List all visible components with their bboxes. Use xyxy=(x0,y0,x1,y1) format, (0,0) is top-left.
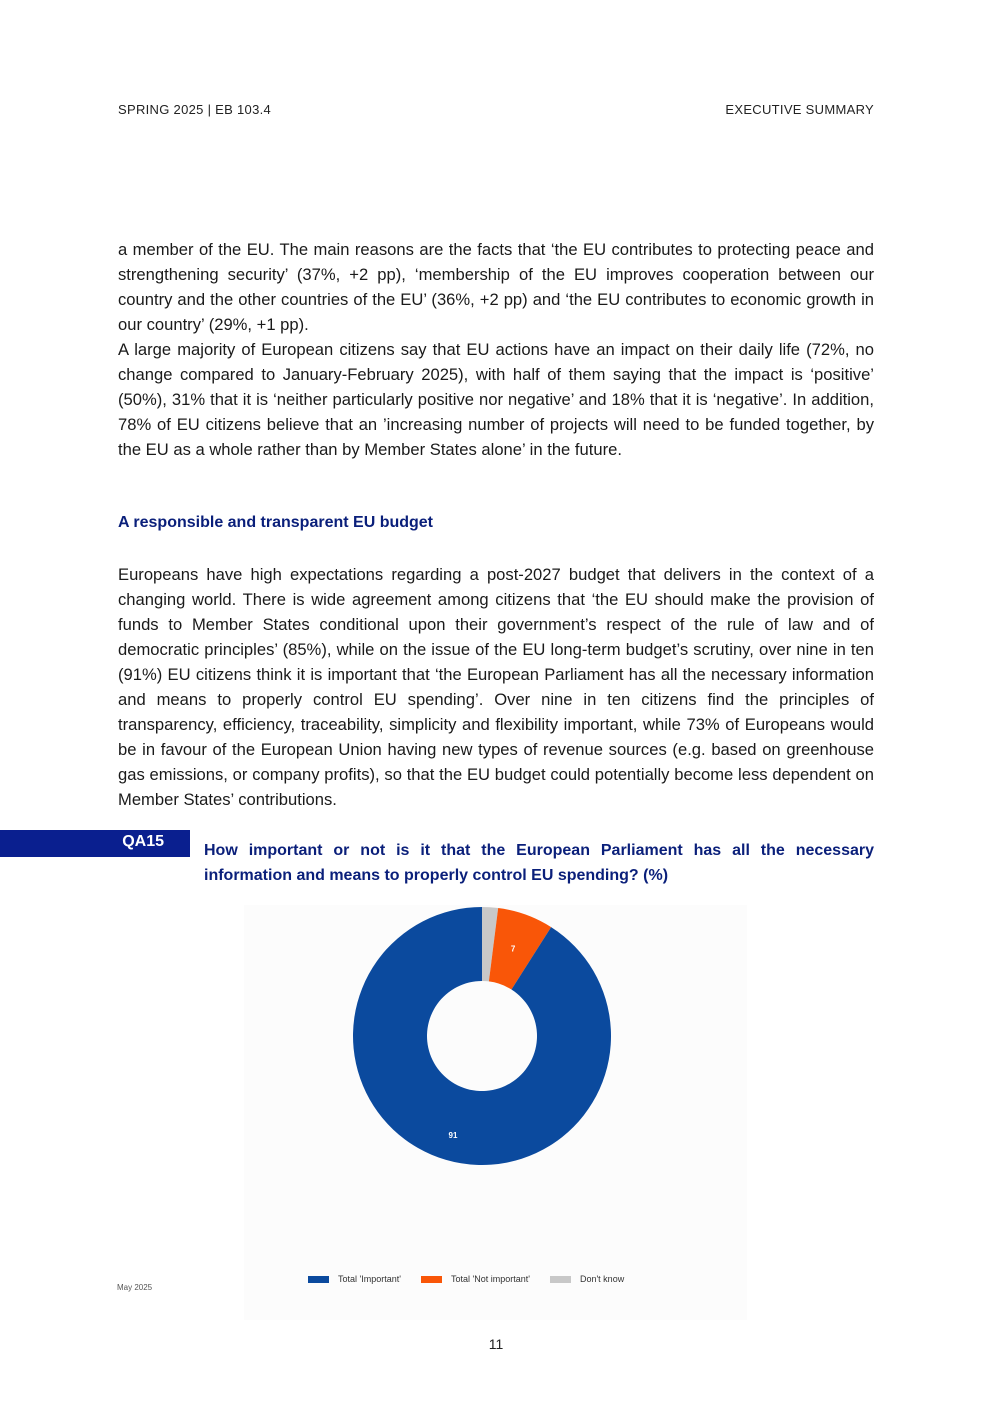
question-code-bar xyxy=(0,830,190,857)
legend-item-dont-know xyxy=(550,1274,624,1284)
paragraph-membership-reasons: a member of the EU. The main reasons are the facts that ‘the EU contributes to protecting peace and strengthening security’ (37%, +2 pp), ‘membership of the EU improves cooperation between our country and the other countries of the EU’ (36%, +2 pp) and ‘the EU contributes to economic growth in our country’ (29%, +1 pp). xyxy=(118,240,874,334)
legend-swatch-dont-know xyxy=(550,1276,571,1283)
page-number: 11 xyxy=(488,1336,504,1352)
legend-item-important xyxy=(308,1274,401,1284)
running-header-left: SPRING 2025 | EB 103.4 xyxy=(118,102,272,117)
legend-label-important: Total 'Important' xyxy=(338,1274,401,1284)
body-paragraphs-intro xyxy=(118,237,874,462)
question-code: QA15 xyxy=(122,833,164,850)
legend-swatch-not-important xyxy=(421,1276,442,1283)
paragraph-budget-expectations: Europeans have high expectations regarding a post-2027 budget that delivers in the context of a changing world. There is wide agreement among citizens that ‘the EU should make the provision of funds to Member States conditional upon their government’s respect of the rule of law and of democratic principles’ (85%), while on the issue of the EU long-term budget’s scrutiny, over nine in ten (91%) EU citizens think it is important that ‘the European Parliament has all the necessary information and means to properly control EU spending’. Over nine in ten citizens find the principles of transparency, efficiency, traceability, simplicity and flexibility important, while 73% of Europeans would be in favour of the European Union having new types of revenue sources (e.g. based on greenhouse gas emissions, or company profits), so that the EU budget could potentially become less dependent on Member States’ contributions. xyxy=(118,565,874,809)
legend-label-dont-know: Don't know xyxy=(579,1274,625,1284)
donut-data-label: 7 xyxy=(510,944,516,954)
legend-swatch-important xyxy=(308,1276,329,1283)
fieldwork-date: May 2025 xyxy=(117,1283,153,1292)
donut-chart-graphic xyxy=(244,905,747,1265)
donut-chart xyxy=(244,905,747,1320)
section-heading: A responsible and transparent EU budget xyxy=(118,514,434,531)
body-paragraph-budget xyxy=(118,562,874,812)
legend-label-not-important: Total 'Not important' xyxy=(450,1274,530,1284)
donut-slice-total-important xyxy=(353,907,611,1165)
figure-question-title: How important or not is it that the European Parliament has all the necessary information and means to properly control EU spending? (%) xyxy=(204,842,874,884)
running-header-right: EXECUTIVE SUMMARY xyxy=(725,102,874,117)
chart-legend xyxy=(308,1274,624,1284)
paragraph-eu-impact: A large majority of European citizens say that EU actions have an impact on their daily life (72%, no change compared to January-February 2025), with half of them saying that the impact is ‘positive’ (50%), 31% that it is ‘neither particularly positive nor negative’ and 18% that it is ‘negative’. In addition, 78% of EU citizens believe that an ’increasing number of projects will need to be funded together, by the EU as a whole rather than by Member States alone’ in the future. xyxy=(118,340,874,459)
legend-item-not-important xyxy=(421,1274,530,1284)
donut-data-label: 91 xyxy=(448,1131,458,1141)
